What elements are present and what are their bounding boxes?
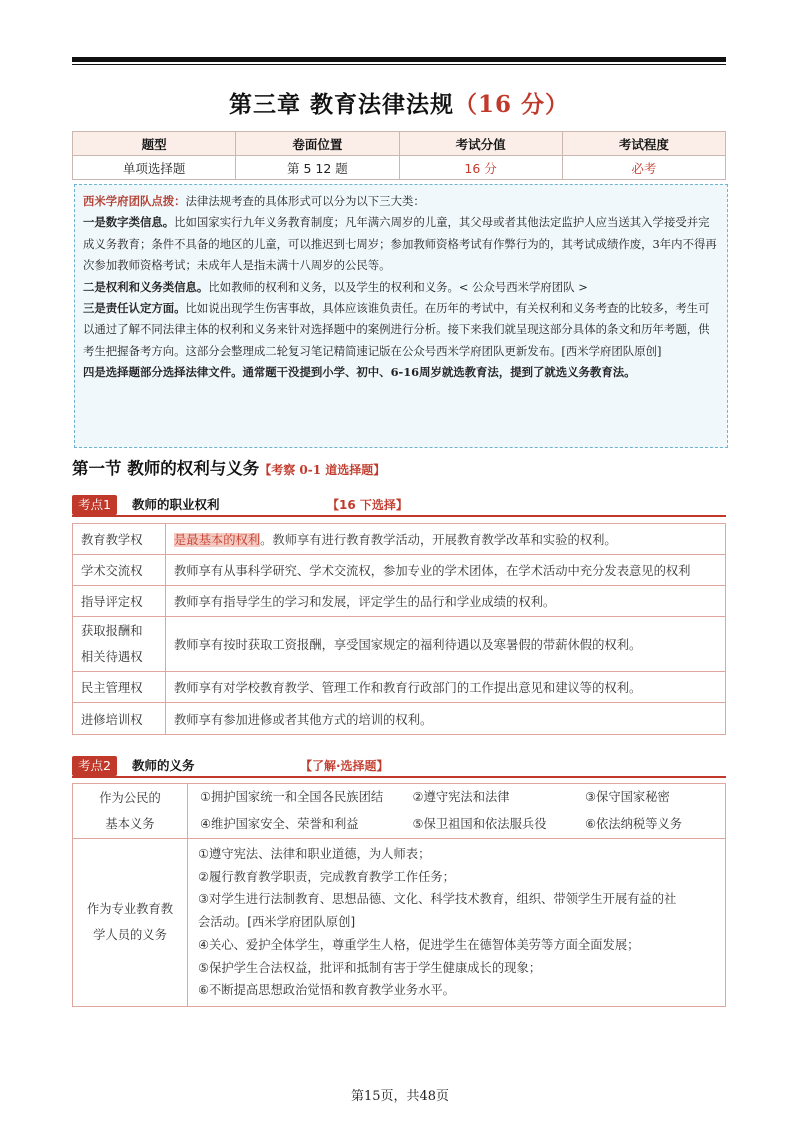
citizen-duty-row xyxy=(188,784,725,811)
top-rule-thin xyxy=(72,64,726,65)
chapter-title xyxy=(72,86,726,119)
citizen-duty-list xyxy=(188,784,726,839)
kp1-tag: 考点1 xyxy=(72,495,117,515)
table-row xyxy=(73,617,726,672)
right-key-line: 相关待遇权 xyxy=(81,650,143,664)
header-cell: 考试分值 xyxy=(399,132,562,156)
tip-point-4-text: 通常题干没提到小学、初中、6-16周岁就选教育法，提到了就选义务教育法。 xyxy=(242,365,636,380)
rights-table xyxy=(72,523,726,735)
pro-duty-label xyxy=(73,839,188,1007)
label-line: 作为专业教育教 xyxy=(86,902,174,917)
kp2-header xyxy=(72,756,726,778)
right-key: 学术交流权 xyxy=(73,555,166,586)
table-row xyxy=(73,555,726,586)
section-title xyxy=(72,455,385,479)
question-type-cell: 单项选择题 xyxy=(73,156,236,180)
kp2-tag: 考点2 xyxy=(72,756,117,776)
duty-item: ⑥依法纳税等义务 xyxy=(585,817,683,831)
table-row xyxy=(73,839,726,1007)
duty-item: ①遵守宪法、法律和职业道德，为人师表； xyxy=(198,847,431,861)
tip-point-4-label: 四是选择题部分选择法律文件。 xyxy=(83,365,243,380)
right-key xyxy=(73,617,166,672)
label-line: 作为公民的 xyxy=(99,791,161,805)
section-note: 【考察 0-1 道选择题】 xyxy=(259,463,386,477)
right-desc: 教师享有对学校教育教学、管理工作和教育行政部门的工作提出意见和建议等的权利。 xyxy=(166,672,726,703)
label-line: 学人员的义务 xyxy=(93,928,167,943)
tip-point-2-text: 比如教师的权利和义务，以及学生的权利和义务。< 公众号西米学府团队 > xyxy=(208,279,588,294)
score-cell: 16 分 xyxy=(399,156,562,180)
right-desc: 教师享有指导学生的学习和发展，评定学生的品行和学业成绩的权利。 xyxy=(166,586,726,617)
duty-item: ②履行教育教学职责，完成教育教学工作任务； xyxy=(198,869,455,884)
tip-box xyxy=(74,184,728,448)
duty-item: ③保守国家秘密 xyxy=(585,790,670,804)
table-row xyxy=(73,672,726,703)
label-line: 基本义务 xyxy=(105,817,155,831)
kp1-name: 教师的职业权利 xyxy=(132,497,220,512)
tip-point-2 xyxy=(83,277,719,298)
tip-point-3-label: 三是责任认定方面。 xyxy=(83,301,186,316)
table-row xyxy=(73,703,726,735)
tip-point-1-label: 一是数字类信息。 xyxy=(83,215,175,230)
kp2-name: 教师的义务 xyxy=(132,758,195,773)
right-desc: 教师享有从事科学研究、学术交流权，参加专业的学术团体，在学术活动中充分发表意见的权利 xyxy=(166,555,726,586)
right-key: 指导评定权 xyxy=(73,586,166,617)
section-title-text: 第一节 教师的权利与义务 xyxy=(72,459,260,478)
header-cell: 考试程度 xyxy=(562,132,725,156)
table-header-row xyxy=(73,132,726,156)
tip-lead xyxy=(83,191,719,212)
duty-item: ①拥护国家统一和全国各民族团结 xyxy=(200,790,384,804)
duty-item: 会活动。[西米学府团队原创] xyxy=(198,915,356,930)
table-row xyxy=(73,784,726,839)
tip-point-4 xyxy=(83,362,719,383)
table-row xyxy=(73,156,726,180)
level-cell: 必考 xyxy=(562,156,725,180)
duty-item: ④维护国家安全、荣誉和利益 xyxy=(200,817,359,831)
right-desc xyxy=(166,524,726,555)
top-rule xyxy=(72,57,726,62)
kp1-header xyxy=(72,495,726,517)
tip-point-2-label: 二是权利和义务类信息。 xyxy=(83,279,209,294)
tip-lead-label: 西米学府团队点拨： xyxy=(83,194,186,208)
right-key: 民主管理权 xyxy=(73,672,166,703)
tip-point-3 xyxy=(83,298,719,362)
citizen-duty-label xyxy=(73,784,188,839)
duty-item: ⑥不断提高思想政治觉悟和教育教学业务水平。 xyxy=(198,983,455,998)
duties-table xyxy=(72,783,726,1007)
chapter-score: （16 分） xyxy=(454,91,570,118)
kp1-note: 【16 下选择】 xyxy=(327,498,408,512)
duty-item: ⑤保护学生合法权益，批评和抵制有害于学生健康成长的现象； xyxy=(198,960,542,975)
highlight-text: 是最基本的权利 xyxy=(174,533,261,547)
duty-item: ⑤保卫祖国和依法服兵役 xyxy=(412,817,547,831)
header-cell: 卷面位置 xyxy=(236,132,399,156)
pro-duty-list xyxy=(188,839,726,1007)
page-footer: 第15页，共48页 xyxy=(350,1089,450,1104)
chapter-title-text: 第三章 教育法律法规 xyxy=(228,91,454,118)
duty-item: ④关心、爱护全体学生，尊重学生人格，促进学生在德智体美劳等方面全面发展； xyxy=(198,937,640,952)
tip-point-1-text: 比如国家实行九年义务教育制度；凡年满六周岁的儿童，其父母或者其他法定监护人应当送其入学接受并完成义务教育；条件不具备的地区的儿童，可以推迟到七周岁；参加教师资格考试有作弊行为的，其考试成绩作废，3年内不得再次参加教师资格考试；未成年人是指未满十八周岁的公民等。 xyxy=(83,215,717,273)
right-key-line: 获取报酬和 xyxy=(81,624,143,638)
right-key: 教育教学权 xyxy=(73,524,166,555)
table-row xyxy=(73,586,726,617)
duty-item: ③对学生进行法制教育、思想品德、文化、科学技术教育，组织、带领学生开展有益的社 xyxy=(198,892,677,907)
right-desc-text: 。教师享有进行教育教学活动，开展教育教学改革和实验的权利。 xyxy=(260,533,617,547)
tip-point-1 xyxy=(83,212,719,276)
citizen-duty-row xyxy=(188,811,725,838)
table-row xyxy=(73,524,726,555)
tip-lead-text: 法律法规考查的具体形式可以分为以下三大类： xyxy=(185,194,425,208)
right-desc: 教师享有按时获取工资报酬，享受国家规定的福利待遇以及寒暑假的带薪休假的权利。 xyxy=(166,617,726,672)
header-cell: 题型 xyxy=(73,132,236,156)
duty-item: ②遵守宪法和法律 xyxy=(412,790,510,804)
position-cell: 第 5 12 题 xyxy=(236,156,399,180)
tip-point-3-text: 比如说出现学生伤害事故，具体应该谁负责任。在历年的考试中，有关权利和义务考查的比较多，考生可以通过了解不同法律主体的权利和义务来针对选择题中的案例进行分析。接下来我们就呈现这部分具体的条文和历年考题，供考生把握备考方向。这部分会整理成二轮复习笔记精简速记版在公众号西米学府团队更新发布。[西米学府团队原创] xyxy=(83,301,710,358)
exam-info-table xyxy=(72,131,726,180)
kp2-note: 【了解·选择题】 xyxy=(300,759,389,773)
right-key: 进修培训权 xyxy=(73,703,166,735)
right-desc: 教师享有参加进修或者其他方式的培训的权利。 xyxy=(166,703,726,735)
